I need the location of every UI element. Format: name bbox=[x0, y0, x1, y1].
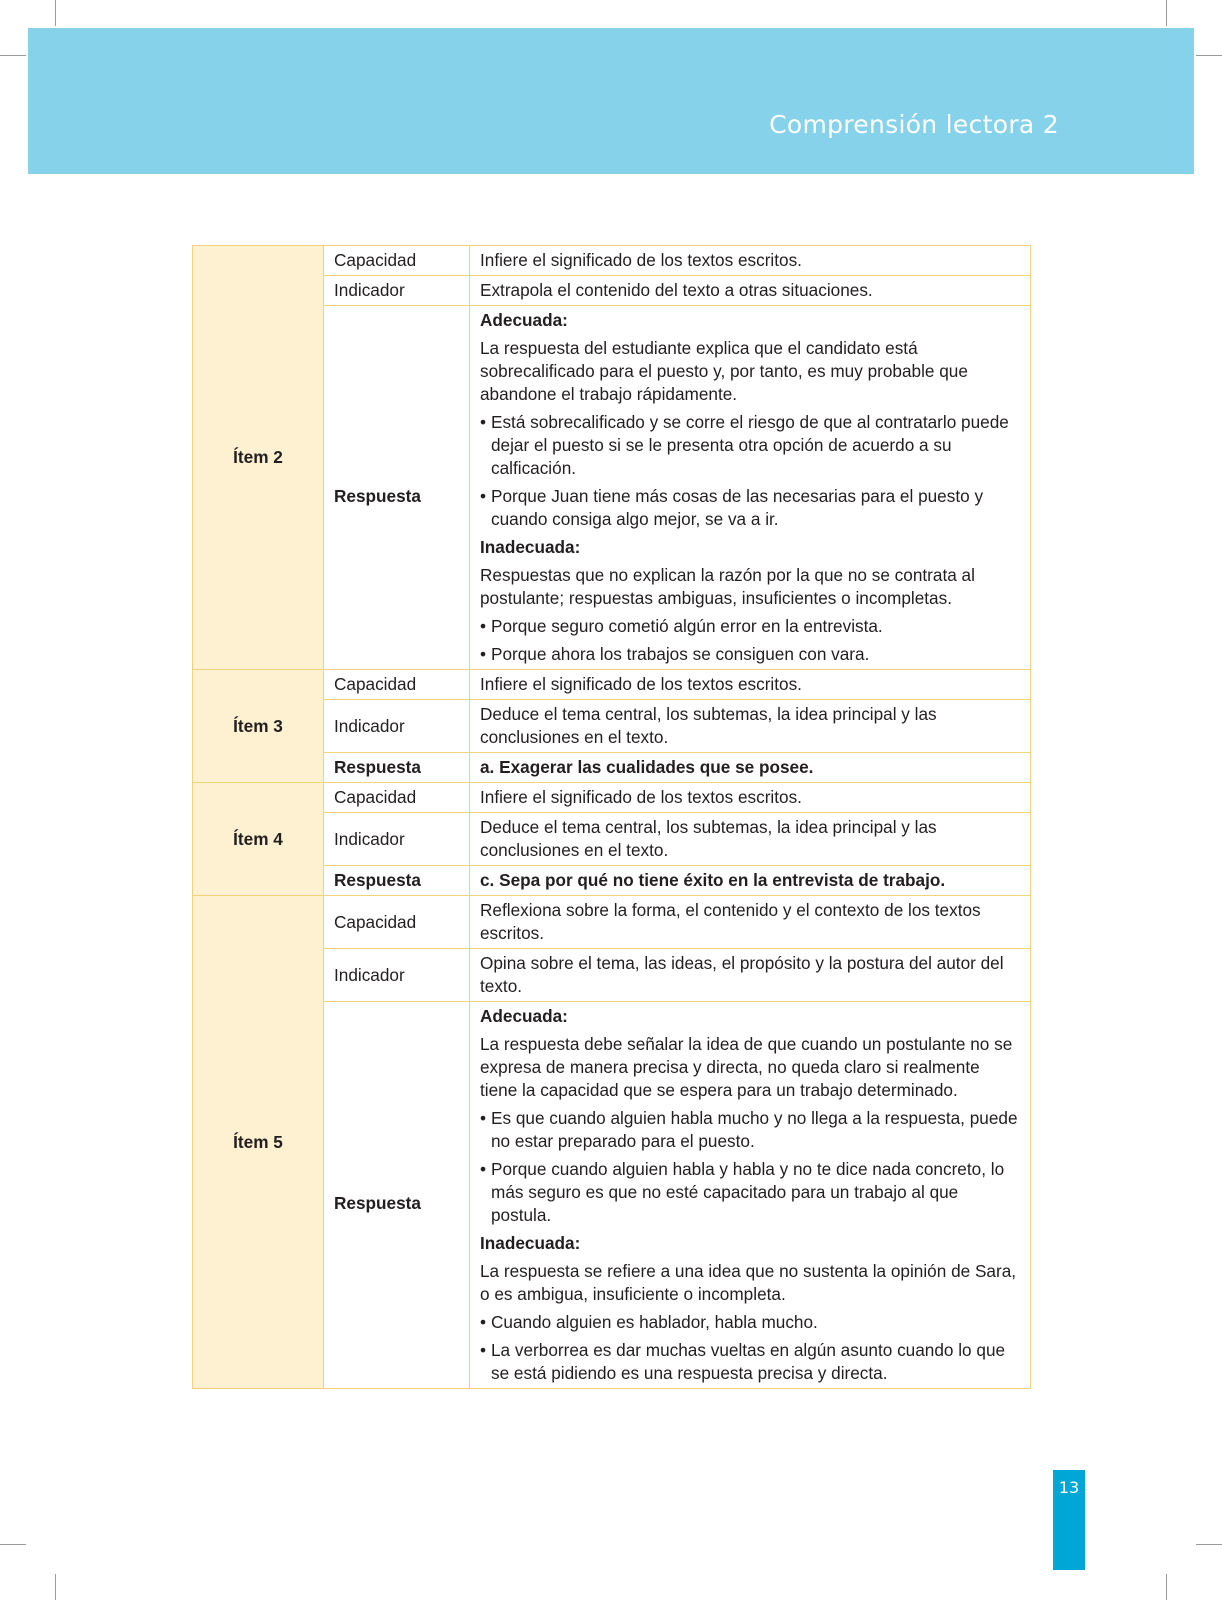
respuesta-cell bbox=[470, 306, 1031, 670]
capacidad-text: Infiere el significado de los textos escritos. bbox=[470, 246, 1031, 276]
adecuada-heading: Adecuada: bbox=[480, 1006, 568, 1026]
list-item: • Cuando alguien es hablador, habla mucho. bbox=[480, 1311, 1020, 1334]
inadecuada-bullets bbox=[480, 615, 1020, 666]
row-label-indicador: Indicador bbox=[324, 700, 470, 753]
inadecuada-bullets bbox=[480, 1311, 1020, 1385]
row-label-respuesta: Respuesta bbox=[324, 753, 470, 783]
respuesta-answer: a. Exagerar las cualidades que se posee. bbox=[470, 753, 1031, 783]
crop-mark bbox=[1196, 1544, 1222, 1545]
item-label-cell: Ítem 2 bbox=[193, 246, 324, 670]
table-row bbox=[193, 670, 1031, 700]
adecuada-text: La respuesta del estudiante explica que el candidato está sobrecalificado para el puesto y, por tanto, es muy probable que abandone el trabajo rápidamente. bbox=[480, 338, 968, 404]
page-number-tab bbox=[1053, 1470, 1085, 1570]
page-header-title: Comprensión lectora 2 bbox=[769, 110, 1059, 139]
item-label-cell: Ítem 5 bbox=[193, 896, 324, 1389]
row-label-capacidad: Capacidad bbox=[324, 670, 470, 700]
respuesta-block bbox=[480, 309, 1020, 666]
crop-mark bbox=[55, 0, 56, 26]
respuesta-cell bbox=[470, 1002, 1031, 1389]
indicador-text: Deduce el tema central, los subtemas, la idea principal y las conclusiones en el texto. bbox=[470, 700, 1031, 753]
adecuada-heading: Adecuada: bbox=[480, 310, 568, 330]
crop-mark bbox=[0, 1544, 26, 1545]
crop-mark bbox=[55, 1574, 56, 1600]
crop-mark bbox=[0, 55, 26, 56]
respuesta-answer: c. Sepa por qué no tiene éxito en la entrevista de trabajo. bbox=[470, 866, 1031, 896]
row-label-respuesta: Respuesta bbox=[324, 306, 470, 670]
row-label-indicador: Indicador bbox=[324, 949, 470, 1002]
row-label-indicador: Indicador bbox=[324, 813, 470, 866]
inadecuada-text: Respuestas que no explican la razón por la que no se contrata al postulante; respuestas ambiguas, insuficientes o incompletas. bbox=[480, 565, 975, 608]
row-label-capacidad: Capacidad bbox=[324, 896, 470, 949]
table-row bbox=[193, 783, 1031, 813]
list-item: • Porque cuando alguien habla y habla y no te dice nada concreto, lo más seguro es que no esté capacitado para un trabajo al que postula. bbox=[480, 1158, 1020, 1227]
inadecuada-heading: Inadecuada: bbox=[480, 537, 581, 557]
list-item: • Porque Juan tiene más cosas de las necesarias para el puesto y cuando consiga algo mejor, se va a ir. bbox=[480, 485, 1020, 531]
respuesta-block bbox=[480, 1005, 1020, 1385]
page-number: 13 bbox=[1058, 1478, 1080, 1497]
capacidad-text: Reflexiona sobre la forma, el contenido y el contexto de los textos escritos. bbox=[470, 896, 1031, 949]
adecuada-bullets bbox=[480, 1107, 1020, 1227]
item-label-cell: Ítem 3 bbox=[193, 670, 324, 783]
list-item: • Porque ahora los trabajos se consiguen con vara. bbox=[480, 643, 1020, 666]
list-item: • La verborrea es dar muchas vueltas en algún asunto cuando lo que se está pidiendo es una respuesta precisa y directa. bbox=[480, 1339, 1020, 1385]
row-label-capacidad: Capacidad bbox=[324, 246, 470, 276]
list-item: • Es que cuando alguien habla mucho y no llega a la respuesta, puede no estar preparado para el puesto. bbox=[480, 1107, 1020, 1153]
adecuada-bullets bbox=[480, 411, 1020, 531]
indicador-text: Deduce el tema central, los subtemas, la idea principal y las conclusiones en el texto. bbox=[470, 813, 1031, 866]
table-row bbox=[193, 896, 1031, 949]
adecuada-text: La respuesta debe señalar la idea de que cuando un postulante no se expresa de manera precisa y directa, no queda claro si realmente tiene la capacidad que se espera para un trabajo determinado. bbox=[480, 1034, 1013, 1100]
header-band bbox=[28, 28, 1194, 174]
indicador-text: Opina sobre el tema, las ideas, el propósito y la postura del autor del texto. bbox=[470, 949, 1031, 1002]
item-label-cell: Ítem 4 bbox=[193, 783, 324, 896]
list-item: • Está sobrecalificado y se corre el riesgo de que al contratarlo puede dejar el puesto si se le presenta otra opción de acuerdo a su calficación. bbox=[480, 411, 1020, 480]
list-item: • Porque seguro cometió algún error en la entrevista. bbox=[480, 615, 1020, 638]
row-label-capacidad: Capacidad bbox=[324, 783, 470, 813]
table-row bbox=[193, 246, 1031, 276]
inadecuada-text: La respuesta se refiere a una idea que no sustenta la opinión de Sara, o es ambigua, insuficiente o incompleta. bbox=[480, 1261, 1017, 1304]
row-label-indicador: Indicador bbox=[324, 276, 470, 306]
inadecuada-heading: Inadecuada: bbox=[480, 1233, 581, 1253]
crop-mark bbox=[1196, 55, 1222, 56]
capacidad-text: Infiere el significado de los textos escritos. bbox=[470, 783, 1031, 813]
row-label-respuesta: Respuesta bbox=[324, 1002, 470, 1389]
row-label-respuesta: Respuesta bbox=[324, 866, 470, 896]
crop-mark bbox=[1166, 0, 1167, 26]
crop-mark bbox=[1166, 1574, 1167, 1600]
indicador-text: Extrapola el contenido del texto a otras situaciones. bbox=[470, 276, 1031, 306]
rubric-table bbox=[192, 245, 1031, 1389]
capacidad-text: Infiere el significado de los textos escritos. bbox=[470, 670, 1031, 700]
